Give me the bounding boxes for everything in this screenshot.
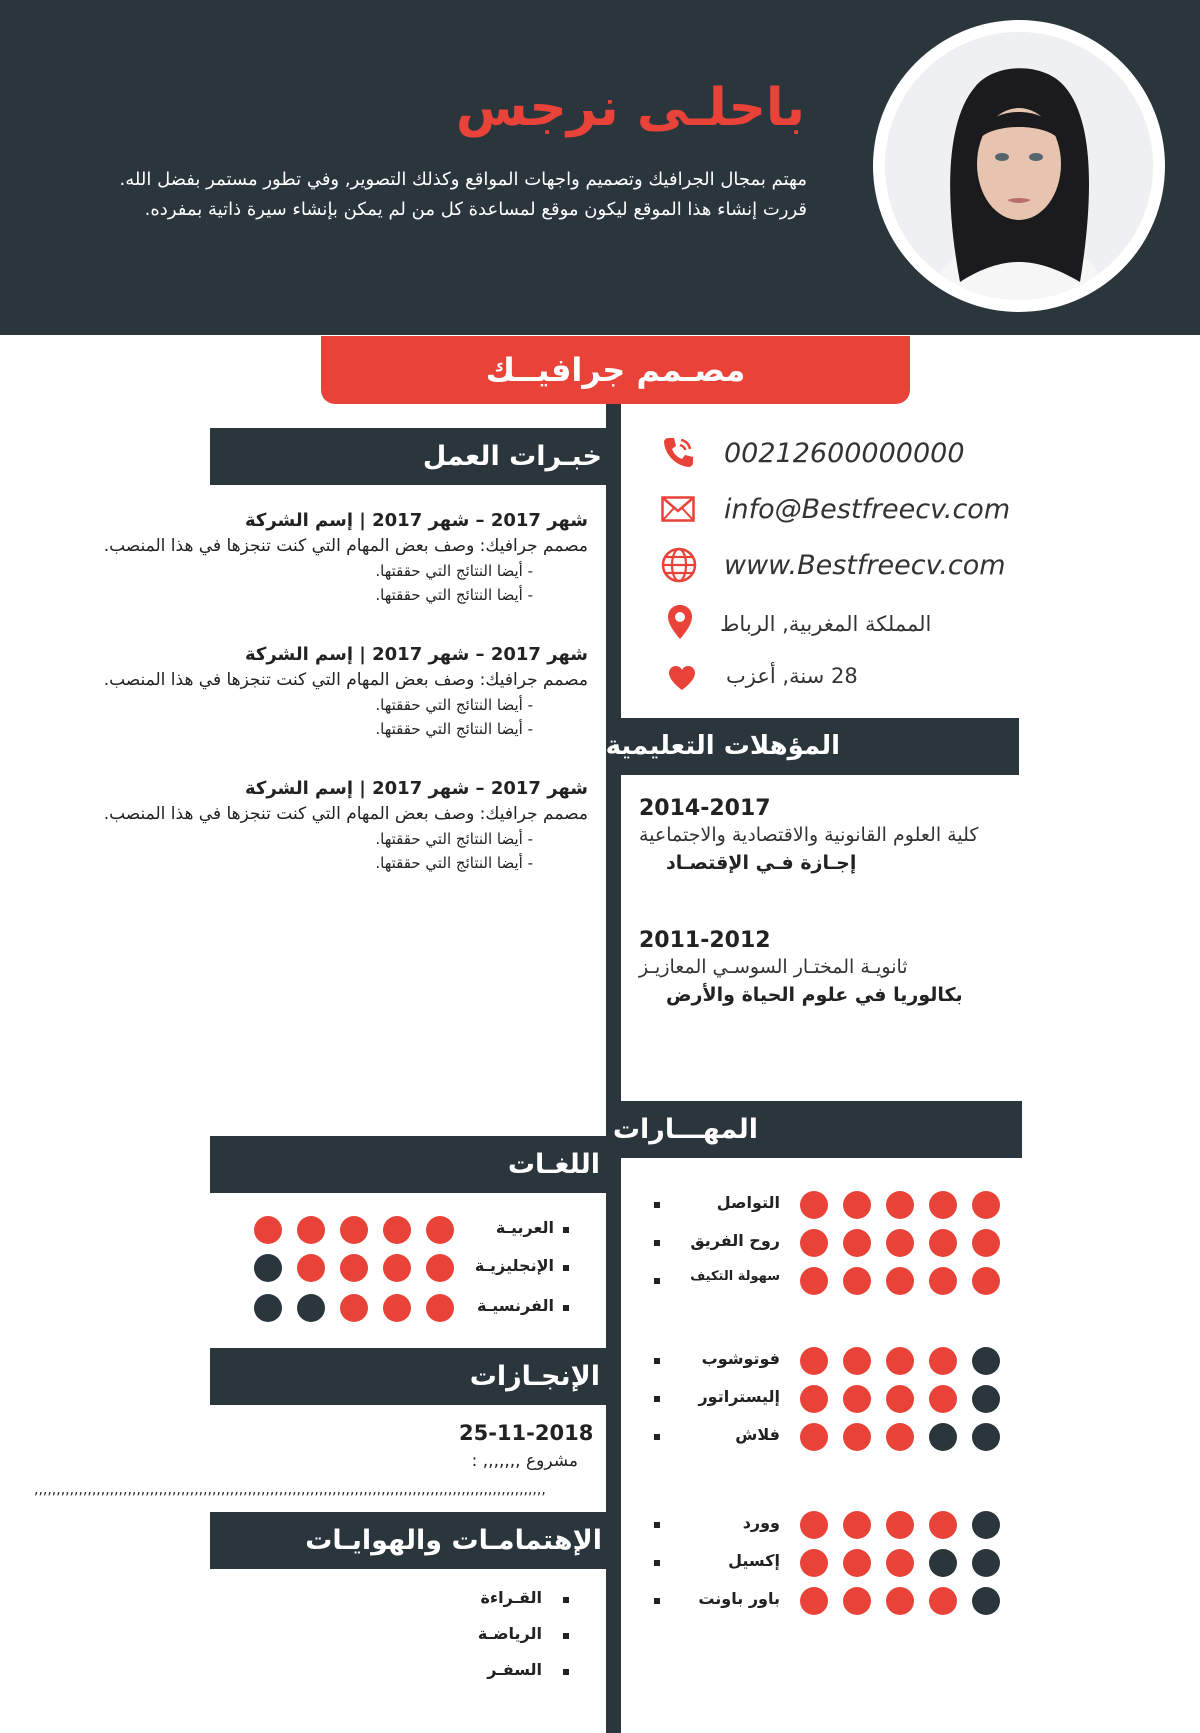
skill-level-dot: [843, 1191, 871, 1219]
skill-level-dot: [972, 1385, 1000, 1413]
experience-description: مصمم جرافيك: وصف بعض المهام التي كنت تنجزها في هذا المنصب.: [103, 536, 588, 556]
language-level-dot: [254, 1294, 282, 1322]
skill-label: فوتوشوب: [701, 1349, 780, 1368]
experience-result: - أيضا النتائج التي حققتها.: [375, 830, 533, 848]
skill-level-dot: [843, 1385, 871, 1413]
language-level-dot: [383, 1294, 411, 1322]
achievements-heading: الإنجـازات: [469, 1361, 600, 1392]
language-label: الفرنسيـة: [477, 1296, 554, 1315]
language-level-dot: [297, 1254, 325, 1282]
skill-level-dot: [886, 1267, 914, 1295]
profile-photo: [885, 32, 1153, 300]
skill-level-dot: [972, 1191, 1000, 1219]
bullet: [563, 1305, 569, 1311]
timeline-spine: [606, 404, 621, 1733]
skill-level-dot: [972, 1347, 1000, 1375]
summary-line: قررت إنشاء هذا الموقع ليكون موقع لمساعدة كل من لم يمكن بإنشاء سيرة ذاتية بمفرده.: [144, 199, 807, 220]
achievement-project: مشروع ,,,,,,, :: [471, 1451, 578, 1471]
language-level-dot: [383, 1216, 411, 1244]
skill-level-dot: [843, 1587, 871, 1615]
interest-item: الرياضـة: [477, 1624, 542, 1643]
skill-level-dot: [886, 1549, 914, 1577]
bullet: [563, 1633, 569, 1639]
experience-period: شهر 2017 – شهر 2017 | إسم الشركة: [244, 510, 588, 531]
skill-label: إليستراتور: [698, 1387, 780, 1406]
email-icon: [661, 496, 695, 526]
experience-result: - أيضا النتائج التي حققتها.: [375, 854, 533, 872]
experience-result: - أيضا النتائج التي حققتها.: [375, 720, 533, 738]
heart-icon: [668, 665, 696, 695]
skill-label: وورد: [742, 1513, 780, 1532]
candidate-name: باحلـى نرجس: [455, 78, 805, 138]
skill-level-dot: [800, 1191, 828, 1219]
experience-item: [28, 642, 588, 741]
skill-level-dot: [800, 1587, 828, 1615]
skill-level-dot: [972, 1587, 1000, 1615]
skill-label: التواصل: [716, 1193, 780, 1212]
bullet: [654, 1240, 660, 1246]
experience-item: [8, 776, 588, 875]
skill-level-dot: [886, 1423, 914, 1451]
education-degree: إجـازة فـي الإقتصـاد: [666, 852, 857, 874]
experience-description: مصمم جرافيك: وصف بعض المهام التي كنت تنجزها في هذا المنصب.: [103, 804, 588, 824]
skill-level-dot: [886, 1229, 914, 1257]
profile-summary: [47, 165, 807, 225]
languages-heading: اللغـات: [507, 1149, 600, 1180]
experience-description: مصمم جرافيك: وصف بعض المهام التي كنت تنجزها في هذا المنصب.: [103, 670, 588, 690]
language-level-dot: [340, 1216, 368, 1244]
interest-item: السفـر: [487, 1660, 542, 1679]
experience-item: [28, 508, 588, 607]
skill-level-dot: [886, 1587, 914, 1615]
bullet: [563, 1669, 569, 1675]
skill-level-dot: [800, 1267, 828, 1295]
language-label: الإنجليزيـة: [474, 1256, 554, 1275]
experience-period: شهر 2017 – شهر 2017 | إسم الشركة: [244, 644, 588, 665]
bullet: [654, 1560, 660, 1566]
globe-icon: [661, 547, 697, 587]
education-degree: بكالوريا في علوم الحياة والأرض: [666, 984, 963, 1006]
bullet: [563, 1265, 569, 1271]
language-level-dot: [297, 1294, 325, 1322]
education-school: ثانويـة المختـار السوسـي المعازيـز: [639, 956, 908, 978]
skill-level-dot: [800, 1385, 828, 1413]
language-level-dot: [340, 1294, 368, 1322]
skill-level-dot: [972, 1423, 1000, 1451]
education-years: 2011-2012: [639, 928, 771, 953]
skill-level-dot: [929, 1229, 957, 1257]
skill-label: سهولة التكيف: [690, 1269, 780, 1284]
language-level-dot: [254, 1216, 282, 1244]
skill-level-dot: [843, 1229, 871, 1257]
skill-level-dot: [972, 1229, 1000, 1257]
bullet: [654, 1202, 660, 1208]
education-school: كلية العلوم القانونية والاقتصادية والاجتماعية: [639, 824, 979, 846]
skill-level-dot: [886, 1347, 914, 1375]
skills-heading: المهـــارات: [612, 1114, 758, 1145]
skill-label: فلاش: [735, 1425, 780, 1444]
experience-result: - أيضا النتائج التي حققتها.: [375, 586, 533, 604]
language-level-dot: [297, 1216, 325, 1244]
language-label: العربيـة: [495, 1218, 554, 1237]
skill-level-dot: [800, 1229, 828, 1257]
skill-level-dot: [800, 1347, 828, 1375]
skill-level-dot: [843, 1511, 871, 1539]
skill-level-dot: [886, 1511, 914, 1539]
skill-level-dot: [929, 1587, 957, 1615]
age-status: 28 سنة, أعزب: [726, 664, 858, 688]
skill-level-dot: [929, 1549, 957, 1577]
achievement-details: ,,,,,,,,,,,,,,,,,,,,,,,,,,,,,,,,,,,,,,,,,,,,,,,,,,,,,,,,,,,,,,,,,,,,,,,,,,,,,,,,,,,,,,,,,,,,,,,,,,,,,,,,,,,,,,,,,,,: [34, 1482, 546, 1498]
bullet: [654, 1278, 660, 1284]
bullet: [654, 1434, 660, 1440]
skill-label: روح الفريق: [690, 1231, 780, 1250]
address: المملكة المغربية, الرباط: [720, 612, 932, 636]
skill-level-dot: [929, 1347, 957, 1375]
language-level-dot: [383, 1254, 411, 1282]
education-heading: المؤهلات التعليمية: [605, 731, 840, 761]
language-level-dot: [426, 1216, 454, 1244]
skill-level-dot: [886, 1385, 914, 1413]
skill-level-dot: [929, 1423, 957, 1451]
skill-level-dot: [972, 1511, 1000, 1539]
bullet: [654, 1522, 660, 1528]
skill-level-dot: [929, 1267, 957, 1295]
location-pin-icon: [667, 604, 693, 644]
experience-result: - أيضا النتائج التي حققتها.: [375, 562, 533, 580]
skill-level-dot: [843, 1423, 871, 1451]
language-level-dot: [340, 1254, 368, 1282]
education-years: 2014-2017: [639, 796, 771, 821]
interest-item: القـراءة: [480, 1588, 542, 1607]
skill-level-dot: [800, 1423, 828, 1451]
summary-line: مهتم بمجال الجرافيك وتصميم واجهات المواقع وكذلك التصوير, وفي تطور مستمر بفضل الله.: [119, 169, 807, 190]
skill-level-dot: [800, 1549, 828, 1577]
skill-level-dot: [929, 1385, 957, 1413]
bullet: [654, 1598, 660, 1604]
job-title: مصـمم جرافيــك: [485, 351, 746, 389]
bullet: [563, 1227, 569, 1233]
skill-level-dot: [972, 1267, 1000, 1295]
experience-result: - أيضا النتائج التي حققتها.: [375, 696, 533, 714]
language-level-dot: [254, 1254, 282, 1282]
bullet: [654, 1396, 660, 1402]
phone-number: 00212600000000: [724, 438, 965, 469]
language-level-dot: [426, 1294, 454, 1322]
skill-level-dot: [843, 1347, 871, 1375]
skill-level-dot: [929, 1191, 957, 1219]
interests-heading: الإهتمامـات والهوايـات: [305, 1525, 602, 1556]
website-url: www.Bestfreecv.com: [724, 550, 1006, 581]
skill-level-dot: [800, 1511, 828, 1539]
skill-level-dot: [843, 1267, 871, 1295]
phone-icon: [660, 434, 696, 474]
skill-label: إكسيل: [728, 1551, 780, 1570]
skill-label: باور باونت: [698, 1589, 780, 1608]
email-address: info@Bestfreecv.com: [724, 494, 1011, 525]
skill-level-dot: [972, 1549, 1000, 1577]
experience-period: شهر 2017 – شهر 2017 | إسم الشركة: [244, 778, 588, 799]
bullet: [654, 1358, 660, 1364]
skill-level-dot: [929, 1511, 957, 1539]
experience-heading: خبـرات العمل: [422, 441, 602, 472]
skill-level-dot: [886, 1191, 914, 1219]
bullet: [563, 1597, 569, 1603]
achievement-date: 25-11-2018: [459, 1421, 594, 1445]
skill-level-dot: [843, 1549, 871, 1577]
language-level-dot: [426, 1254, 454, 1282]
